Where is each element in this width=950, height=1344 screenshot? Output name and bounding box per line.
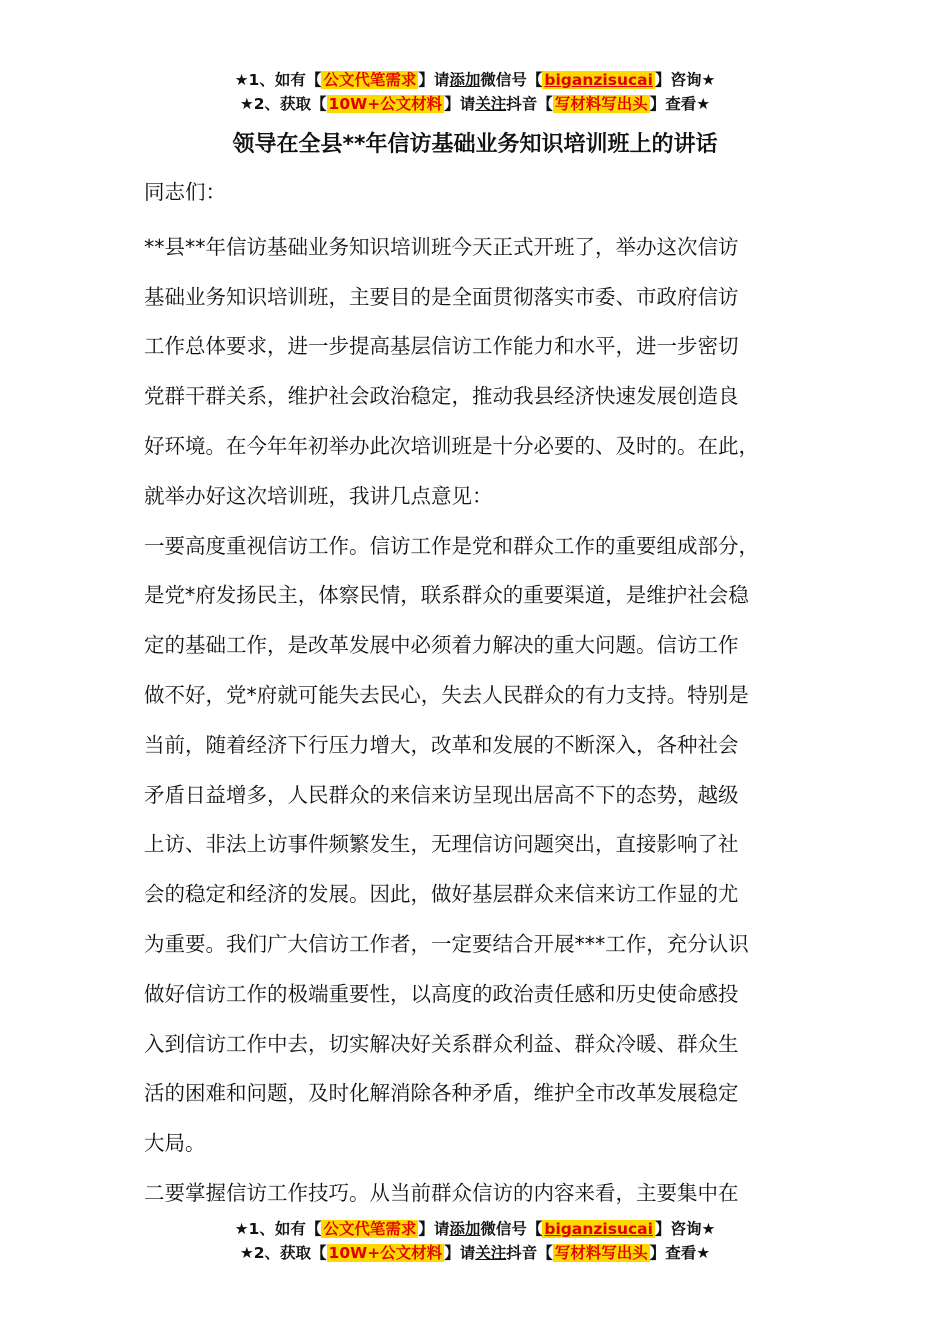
promo-line-2: ★2、获取【 10W+公文材料 】请关注抖音【 写材料写出头 】查看★ [239, 95, 711, 113]
promo-line-2: ★2、获取【 10W+公文材料 】请关注抖音【 写材料写出头 】查看★ [239, 1244, 711, 1262]
highlight-service: 公文代笔需求 [323, 1220, 417, 1238]
highlight-service: 公文代笔需求 [323, 71, 417, 89]
paragraph-3: 二要掌握信访工作技巧。从当前群众信访的内容来看，主要集中在 [144, 1180, 739, 1205]
paragraph-1: **县**年信访基础业务知识培训班今天正式开班了，举办这次信访 基础业务知识培训班，主要目的是全面贯彻落实市委、市政府信访 工作总体要求，进一步提高基层信访工作能力和水平，进一步密切 党群干群关系，维护社会政治稳定，推动我县经济快速发展创造良 好环境。在今年年初举办此次培训班是十分必要的、及时的。在此， 就举办好这次培训班，我讲几点意见： [144, 234, 759, 508]
paragraph-2: 一要高度重视信访工作。信访工作是党和群众工作的重要组成部分， 是党*府发扬民主，体察民情，联系群众的重要渠道，是维护社会稳 定的基础工作，是改革发展中必须着力解决的重大问题。信访工作 做不好，党*府就可能失去民心，失去人民群众的有力支持。特别是 当前，随着经济下行压力增大，改革和发展的不断深入，各种社会 矛盾日益增多，人民群众的来信来访呈现出居高不下的态势，越级 上访、非法上访事件频繁发生，无理信访问题突出，直接影响了社 会的稳定和经济的发展。因此，做好基层群众来信来访工作显的尤 为重要。我们广大信访工作者，一定要结合开展***工作，充分认识 做好信访工作的极端重要性，以高度的政治责任感和历史使命感投 入到信访工作中去，切实解决好关系群众利益、群众冷暖、群众生 活的困难和问题，及时化解消除各种矛盾，维护全市改革发展稳定 大局。 [144, 533, 759, 1156]
promo-line-1: ★1、如有【 公文代笔需求 】请添加微信号【 biganzisucai 】咨询★ [234, 71, 716, 89]
promo-banner-top [0, 68, 950, 116]
promo-line-1: ★1、如有【 公文代笔需求 】请添加微信号【 biganzisucai 】咨询★ [234, 1220, 716, 1238]
douyin-account[interactable]: 写材料写出头 [554, 95, 648, 113]
document-body [144, 168, 834, 1219]
highlight-materials: 10W+公文材料 [328, 95, 443, 113]
greeting: 同志们： [144, 180, 226, 204]
promo-banner-bottom [0, 1217, 950, 1265]
wechat-id[interactable]: biganzisucai [544, 71, 653, 89]
highlight-materials: 10W+公文材料 [328, 1244, 443, 1262]
document-title: 领导在全县**年信访基础业务知识培训班上的讲话 [232, 132, 718, 157]
wechat-id[interactable]: biganzisucai [544, 1220, 653, 1238]
douyin-account[interactable]: 写材料写出头 [554, 1244, 648, 1262]
